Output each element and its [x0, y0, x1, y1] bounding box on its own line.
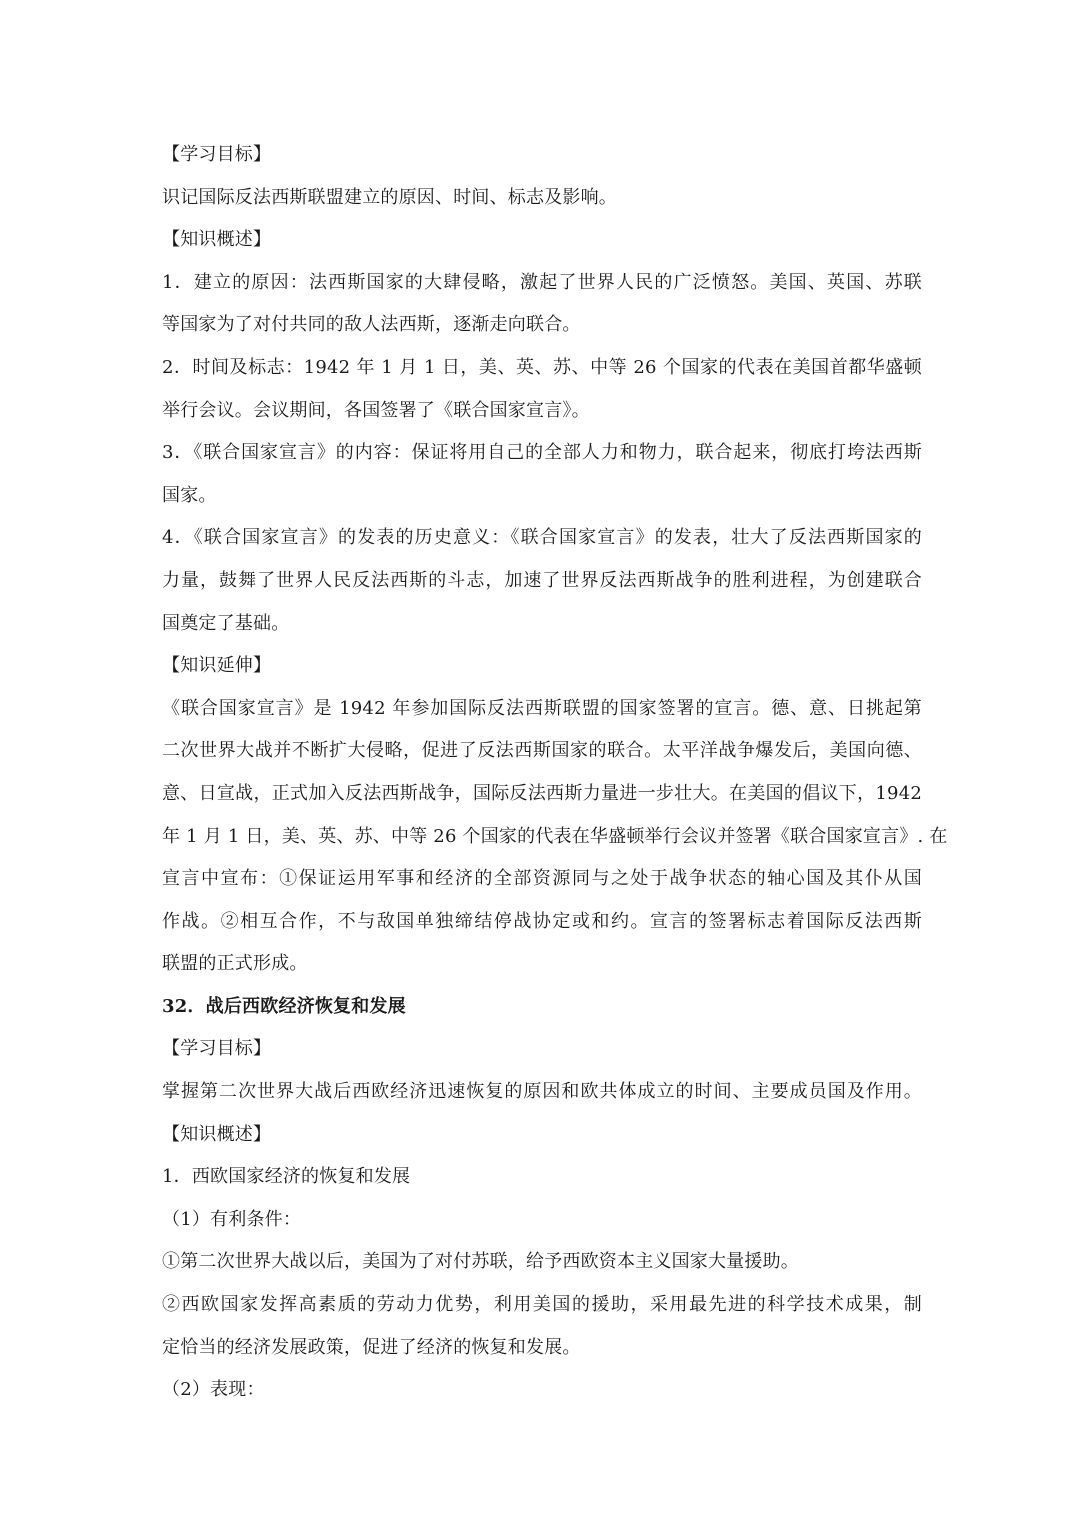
text-line: ①第二次世界大战以后，美国为了对付苏联，给予西欧资本主义国家大量援助。 — [162, 1251, 799, 1273]
text-line: 【知识概述】 — [162, 229, 272, 251]
text-line: 意、日宣战，正式加入反法西斯战争，国际反法西斯力量进一步壮大。在美国的倡议下，1942 — [162, 782, 922, 804]
text-line: 【知识概述】 — [162, 1123, 272, 1145]
text-line: 二次世界大战并不断扩大侵略，促进了反法西斯国家的联合。太平洋战争爆发后，美国向德、 — [162, 740, 922, 762]
text-line: 1．西欧国家经济的恢复和发展 — [162, 1166, 411, 1188]
text-line: 力量，鼓舞了世界人民反法西斯的斗志，加速了世界反法西斯战争的胜利进程，为创建联合 — [162, 569, 922, 591]
text-line: 识记国际反法西斯联盟建立的原因、时间、标志及影响。 — [162, 186, 617, 208]
text-line: （1）有利条件： — [162, 1208, 302, 1230]
text-line: 【学习目标】 — [162, 1038, 272, 1060]
text-line: 定恰当的经济发展政策，促进了经济的恢复和发展。 — [162, 1336, 581, 1358]
text-line: 国家。 — [162, 484, 217, 506]
text-line: 掌握第二次世界大战后西欧经济迅速恢复的原因和欧共体成立的时间、主要成员国及作用。 — [162, 1081, 922, 1103]
text-line: 1．建立的原因：法西斯国家的大肆侵略，激起了世界人民的广泛愤怒。美国、英国、苏联 — [162, 271, 922, 293]
text-line: 3．《联合国家宣言》的内容：保证将用自己的全部人力和物力，联合起来，彻底打垮法西斯 — [162, 442, 922, 464]
text-line: 【学习目标】 — [162, 144, 272, 165]
text-line: 【知识延伸】 — [162, 655, 272, 677]
text-line: 作战。②相互合作，不与敌国单独缔结停战协定或和约。宣言的签署标志着国际反法西斯 — [162, 910, 922, 932]
text-line: 举行会议。会议期间，各国签署了《联合国家宣言》。 — [162, 399, 590, 421]
text-line: 《联合国家宣言》是 1942 年参加国际反法西斯联盟的国家签署的宣言。德、意、日挑起第 — [162, 697, 922, 719]
text-line: 宣言中宣布：①保证运用军事和经济的全部资源同与之处于战争状态的轴心国及其仆从国 — [162, 868, 922, 890]
text-line: 国奠定了基础。 — [162, 612, 290, 634]
text-line: 年 1 月 1 日，美、英、苏、中等 26 个国家的代表在华盛顿举行会议并签署《联合国家宣言》. 在 — [162, 825, 948, 847]
document-page — [162, 134, 948, 1412]
text-line: 联盟的正式形成。 — [162, 953, 308, 975]
section-heading: 32．战后西欧经济恢复和发展 — [162, 995, 406, 1017]
text-line: 2．时间及标志：1942 年 1 月 1 日，美、英、苏、中等 26 个国家的代表在美国首都华盛顿 — [162, 356, 922, 378]
text-line: 4．《联合国家宣言》的发表的历史意义：《联合国家宣言》的发表，壮大了反法西斯国家的 — [162, 527, 922, 549]
text-line: ②西欧国家发挥高素质的劳动力优势，利用美国的援助，采用最先进的科学技术成果，制 — [162, 1294, 922, 1316]
text-line: （2）表现： — [162, 1379, 265, 1401]
text-line: 等国家为了对付共同的敌人法西斯，逐渐走向联合。 — [162, 314, 581, 336]
